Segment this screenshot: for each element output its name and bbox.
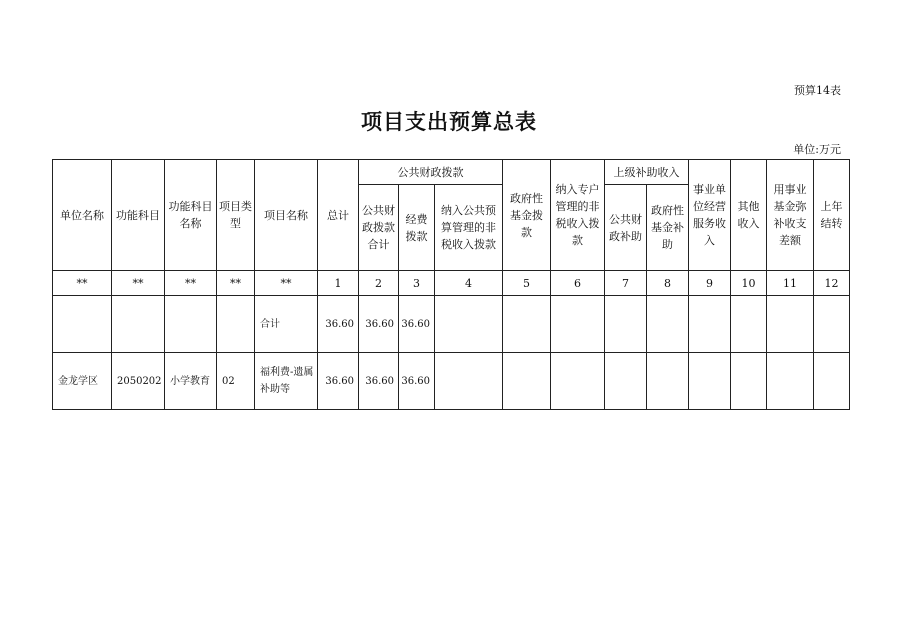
index-cell: 2: [359, 271, 399, 296]
header-gov-fund-subsidy: 政府性基金补助: [647, 185, 689, 271]
cell-empty: [551, 353, 605, 410]
cell-project-type: [217, 296, 255, 353]
header-public-fiscal-total: 公共财政拨款合计: [359, 185, 399, 271]
cell-empty: [551, 296, 605, 353]
cell-func-subject-name: 小学教育: [165, 353, 217, 410]
index-cell: 6: [551, 271, 605, 296]
header-gov-fund: 政府性基金拨款: [503, 160, 551, 271]
cell-empty: [435, 353, 503, 410]
cell-public-fiscal-total: 36.60: [359, 353, 399, 410]
cell-empty: [767, 353, 814, 410]
header-other-income: 其他收入: [731, 160, 767, 271]
header-public-fiscal-subsidy: 公共财政补助: [605, 185, 647, 271]
unit-label: 单位:万元: [793, 143, 841, 156]
index-cell: 5: [503, 271, 551, 296]
cell-empty: [731, 296, 767, 353]
cell-empty: [689, 353, 731, 410]
index-cell: 9: [689, 271, 731, 296]
index-row: [53, 271, 850, 296]
cell-fund-allocation: 36.60: [399, 296, 435, 353]
cell-empty: [689, 296, 731, 353]
cell-empty: [605, 353, 647, 410]
header-nontax-into-budget: 纳入公共预算管理的非税收入拨款: [435, 185, 503, 271]
cell-fund-allocation: 36.60: [399, 353, 435, 410]
cell-empty: [503, 296, 551, 353]
index-cell: **: [53, 271, 112, 296]
index-cell: 10: [731, 271, 767, 296]
cell-empty: [814, 296, 850, 353]
header-last-year-carry: 上年结转: [814, 160, 850, 271]
header-project-type: 项目类型: [217, 160, 255, 271]
index-cell: 12: [814, 271, 850, 296]
cell-total: 36.60: [318, 296, 359, 353]
cell-func-subject-name: [165, 296, 217, 353]
cell-unit-name: [53, 296, 112, 353]
table-row-total: [53, 296, 850, 353]
header-business-service: 事业单位经营服务收入: [689, 160, 731, 271]
budget-table: [52, 159, 850, 410]
cell-project-type: 02: [217, 353, 255, 410]
form-tag: 预算14表: [794, 84, 841, 97]
index-cell: 8: [647, 271, 689, 296]
header-nontax-special: 纳入专户管理的非税收入拨款: [551, 160, 605, 271]
cell-empty: [731, 353, 767, 410]
cell-empty: [605, 296, 647, 353]
index-cell: 4: [435, 271, 503, 296]
index-cell: **: [217, 271, 255, 296]
index-cell: **: [255, 271, 318, 296]
cell-func-subject: [112, 296, 165, 353]
index-cell: **: [112, 271, 165, 296]
header-total: 总计: [318, 160, 359, 271]
cell-empty: [647, 296, 689, 353]
header-func-subject-name: 功能科目名称: [165, 160, 217, 271]
header-fund-allocation: 经费拨款: [399, 185, 435, 271]
index-cell: 11: [767, 271, 814, 296]
header-row-1: [53, 160, 850, 185]
table-row: [53, 353, 850, 410]
cell-func-subject: 2050202: [112, 353, 165, 410]
page-title: 项目支出预算总表: [361, 110, 537, 134]
header-public-fiscal: 公共财政拨款: [359, 160, 503, 185]
index-cell: 7: [605, 271, 647, 296]
cell-empty: [435, 296, 503, 353]
cell-total: 36.60: [318, 353, 359, 410]
index-cell: **: [165, 271, 217, 296]
header-superior-subsidy: 上级补助收入: [605, 160, 689, 185]
cell-empty: [814, 353, 850, 410]
cell-project-name: 合计: [255, 296, 318, 353]
cell-empty: [647, 353, 689, 410]
index-cell: 3: [399, 271, 435, 296]
cell-public-fiscal-total: 36.60: [359, 296, 399, 353]
header-func-subject: 功能科目: [112, 160, 165, 271]
cell-empty: [767, 296, 814, 353]
header-unit-name: 单位名称: [53, 160, 112, 271]
index-cell: 1: [318, 271, 359, 296]
header-project-name: 项目名称: [255, 160, 318, 271]
header-fund-offset: 用事业基金弥补收支差额: [767, 160, 814, 271]
cell-empty: [503, 353, 551, 410]
cell-unit-name: 金龙学区: [53, 353, 112, 410]
cell-project-name: 福利费-遗属补助等: [255, 353, 318, 410]
